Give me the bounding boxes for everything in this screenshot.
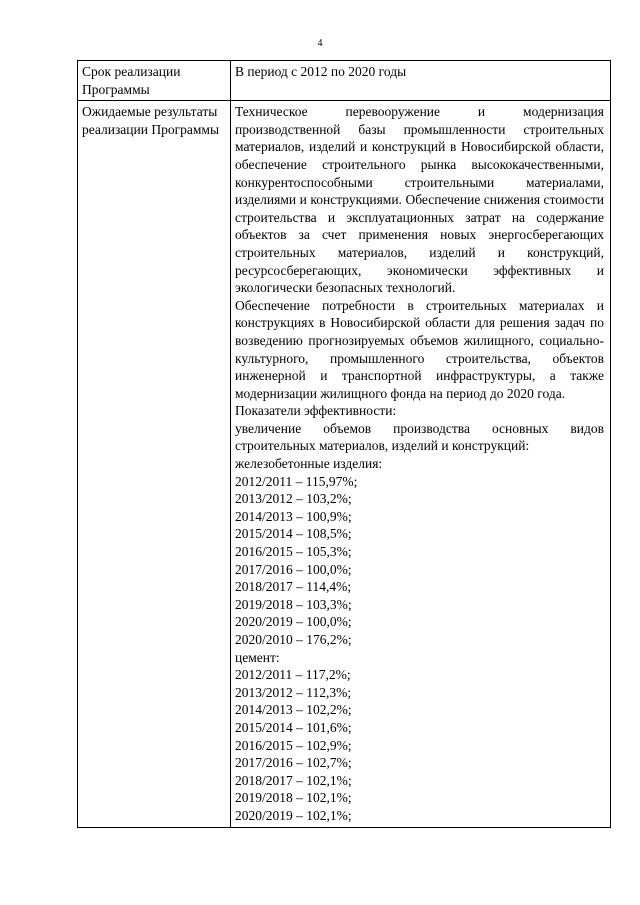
- indicator-line: 2019/2018 – 102,1%;: [235, 790, 352, 806]
- row-value-term: [231, 61, 611, 101]
- indicator-line: 2017/2016 – 102,7%;: [235, 755, 352, 771]
- indicator-line: 2016/2015 – 102,9%;: [235, 737, 352, 753]
- efficiency-indicators-heading: Показатели эффективности:: [235, 403, 397, 419]
- indicator-line: 2012/2011 – 117,2%;: [235, 667, 351, 683]
- indicator-line: 2016/2015 – 105,3%;: [235, 544, 352, 560]
- page-number: 4: [317, 38, 323, 49]
- indicator-line: 2020/2019 – 102,1%;: [235, 807, 352, 823]
- indicator-line: 2014/2013 – 100,9%;: [235, 508, 352, 524]
- indicator-line: 2013/2012 – 112,3%;: [235, 684, 352, 700]
- row-label-expected-results: Ожидаемые результаты реализации Программы: [78, 101, 231, 827]
- row-label-term: Срок реализации Программы: [78, 61, 231, 101]
- results-paragraph-1: Техническое перевооружение и модернизация производственной базы промышленности строительных материалов, изделий и конструкций в Новосибирской области, обеспечение строительного рынка высококачественными, конкурентоспособными строительными материалами, изделиями и конструкциями. Обеспечение снижения стоимости строительства и эксплуатационных затрат на содержание объектов за счет применения новых энергосберегающих строительных материалов, изделий и конструкций, ресурсосберегающих, экономически эффективных и экологически безопасных технологий.: [235, 104, 604, 296]
- row-value-expected-results: [231, 101, 611, 827]
- table-row-expected-results: [78, 101, 611, 827]
- indicator-line: 2013/2012 – 103,2%;: [235, 491, 352, 507]
- indicator-line: 2015/2014 – 108,5%;: [235, 526, 352, 542]
- indicator-line: 2020/2010 – 176,2%;: [235, 632, 352, 647]
- indicator-line: 2017/2016 – 100,0%;: [235, 561, 352, 577]
- indicator-line: 2018/2017 – 102,1%;: [235, 772, 352, 788]
- indicator-line: 2019/2018 – 103,3%;: [235, 596, 352, 612]
- results-paragraph-2: Обеспечение потребности в строительных материалах и конструкциях в Новосибирской области для решения задач по возведению прогнозируемых объемов жилищного, социально-культурного, промышленного строительства, объектов инженерной и транспортной инфраструктуры, а также модернизации жилищного фонда на период до 2020 года.: [235, 297, 604, 401]
- indicator-line: железобетонные изделия:: [235, 456, 383, 472]
- indicator-lines: [235, 455, 604, 824]
- indicator-line: цемент:: [235, 649, 280, 665]
- results-paragraph-3: увеличение объемов производства основных видов строительных материалов, изделий и конструкций:: [235, 420, 604, 454]
- indicator-line: 2014/2013 – 102,2%;: [235, 702, 352, 718]
- indicator-line: 2020/2019 – 100,0%;: [235, 614, 352, 630]
- indicator-line: 2015/2014 – 101,6%;: [235, 719, 352, 735]
- term-text: В период с 2012 по 2020 годы: [235, 64, 407, 79]
- indicator-line: 2018/2017 – 114,4%;: [235, 579, 352, 595]
- indicator-line: 2012/2011 – 115,97%;: [235, 473, 358, 489]
- program-passport-table: [77, 60, 611, 828]
- table-row-term: [78, 61, 611, 101]
